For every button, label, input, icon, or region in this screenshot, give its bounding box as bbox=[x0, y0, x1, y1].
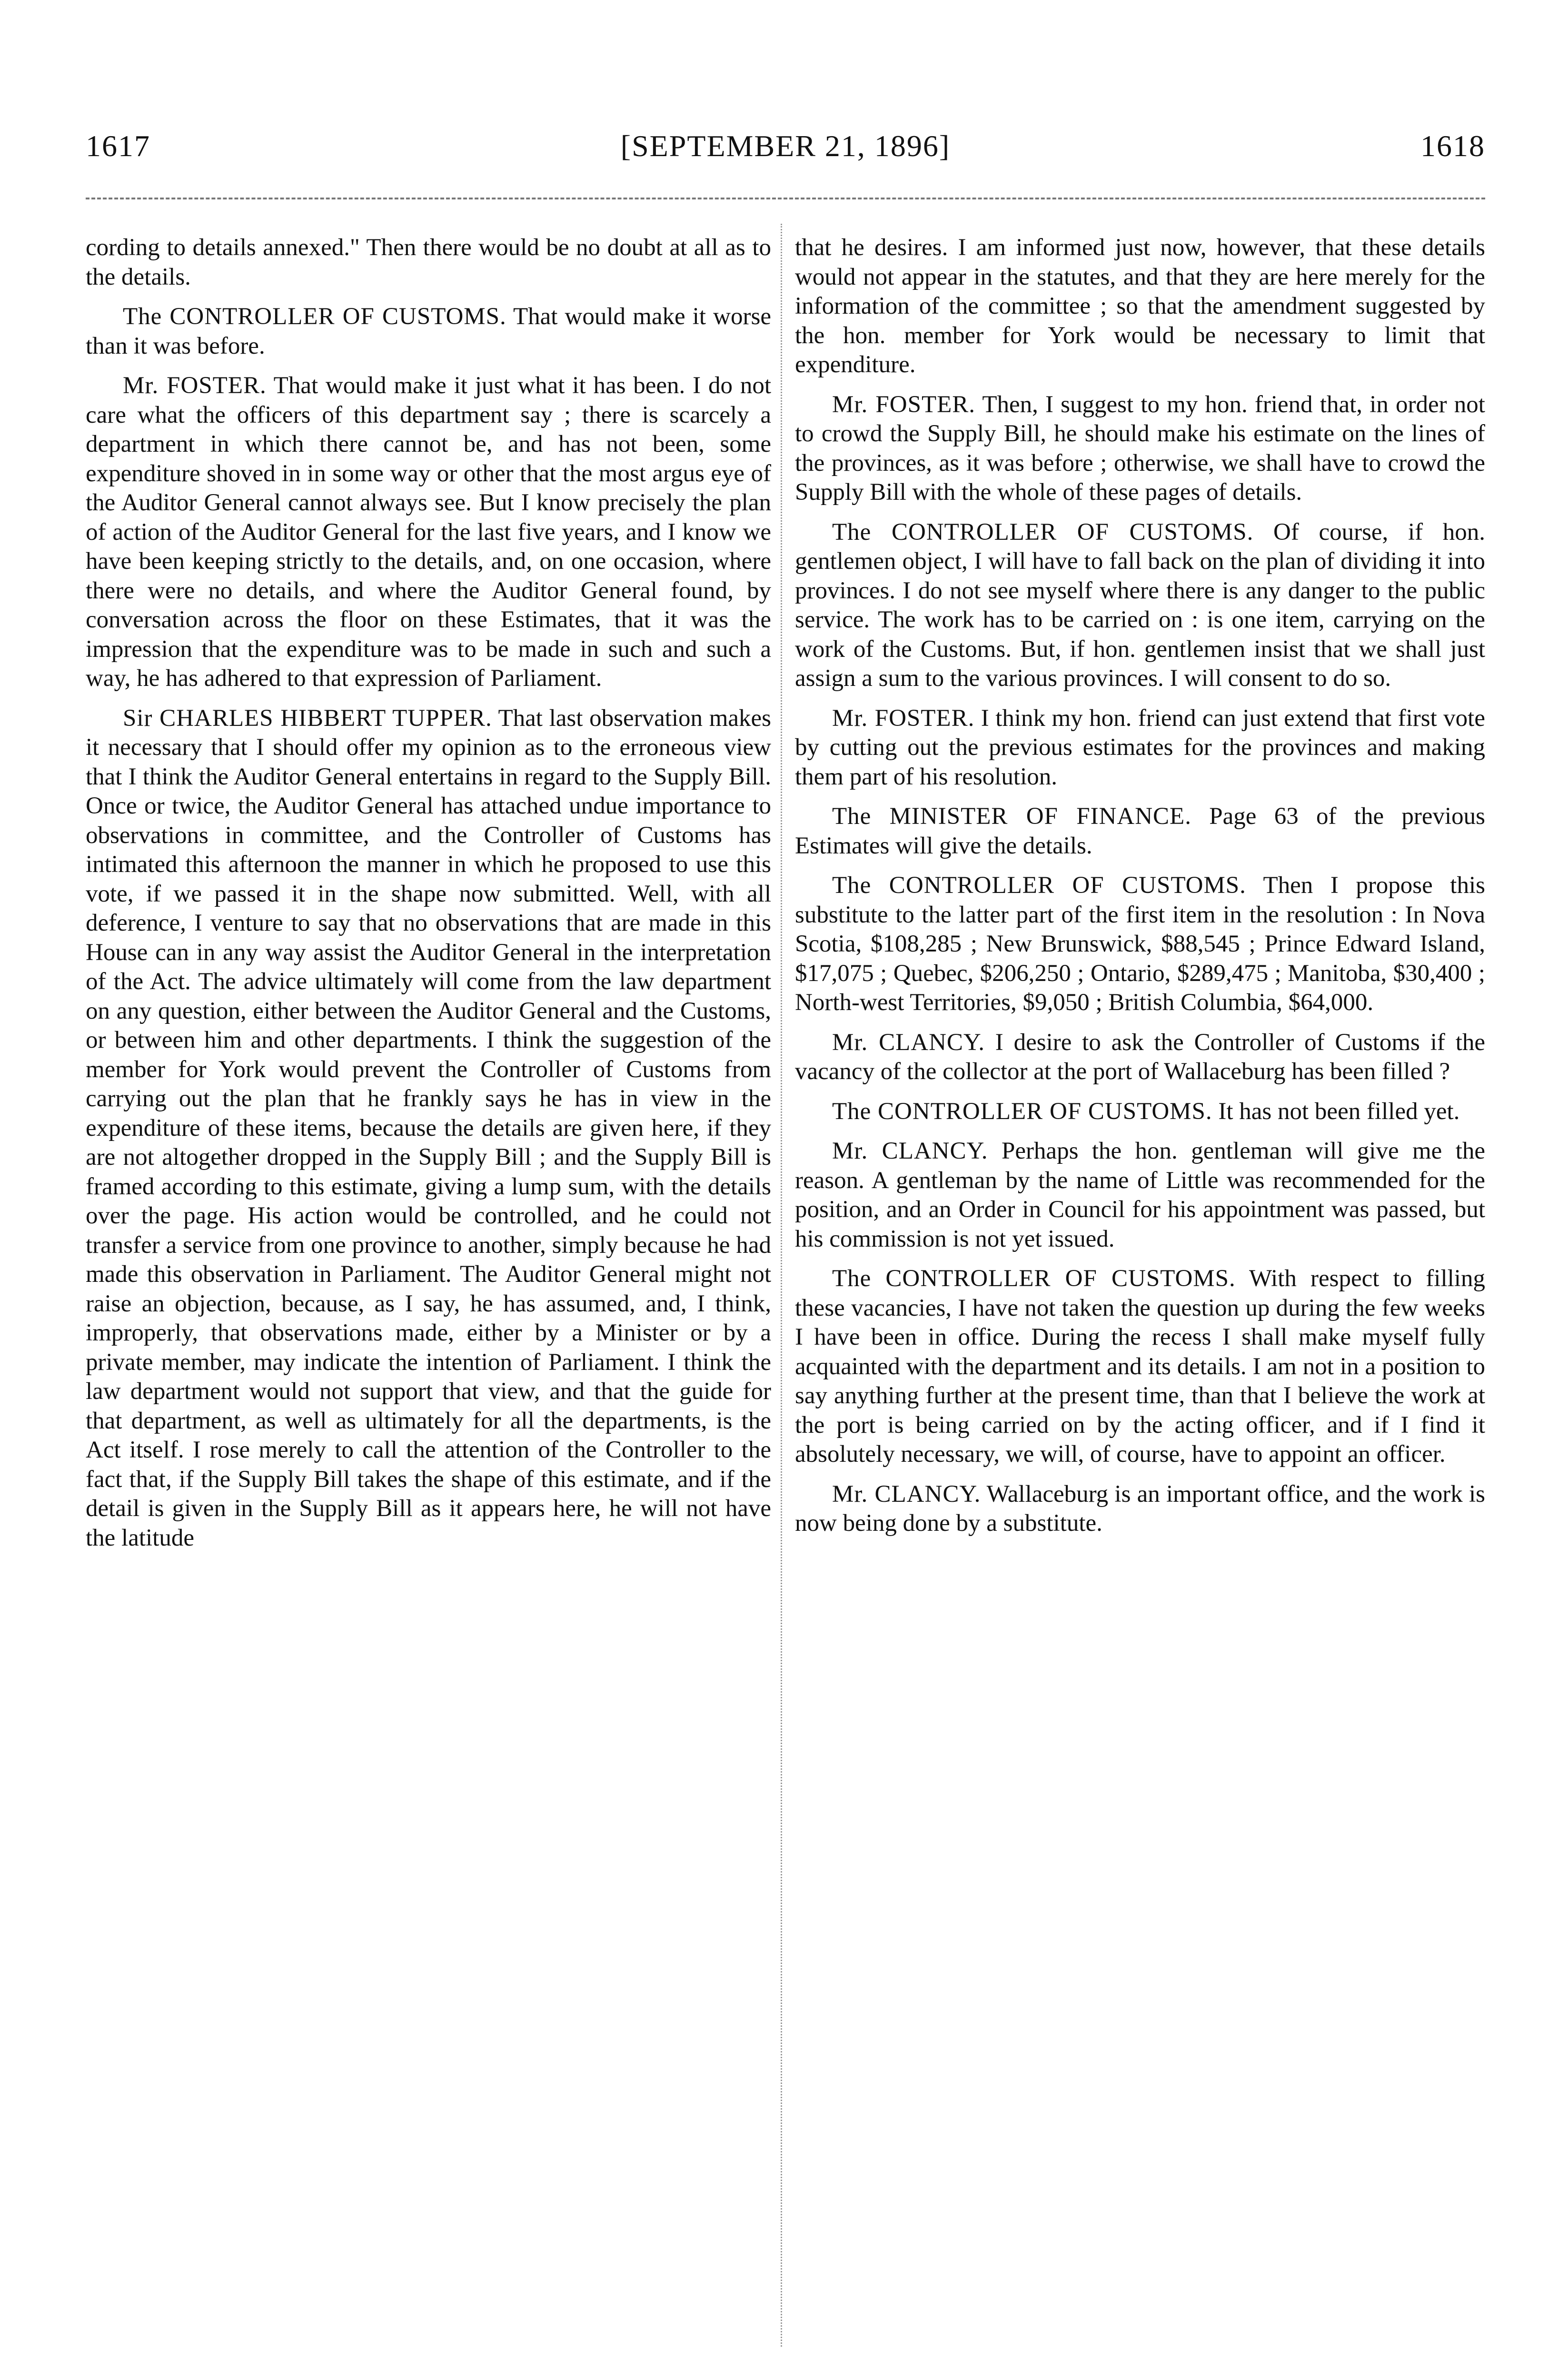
paragraph bbox=[86, 302, 771, 361]
paragraph bbox=[795, 390, 1485, 507]
page-number-right: 1618 bbox=[1420, 129, 1485, 163]
speaker-name: Mr. FOSTER. bbox=[832, 704, 975, 732]
paragraph-text: Of course, if hon. gentlemen object, I will have to fall back on the plan of dividing it into provinces. I do not see myself where there is any danger to the public service. The work has to be carried on : is one item, carrying on the work of the Customs. But, if hon. gentlemen insist that we shall just assign a sum to the various provinces. I will consent to do so. bbox=[795, 518, 1485, 692]
paragraph-text: that he desires. I am informed just now, however, that these details would not appear in the statutes, and that they are here merely for the information of the committee ; so that the amendment suggested by the hon. member for York would be necessary to limit that expenditure. bbox=[795, 234, 1485, 378]
speaker-name: Mr. FOSTER. bbox=[832, 391, 976, 418]
paragraph bbox=[795, 1137, 1485, 1254]
page-number-left: 1617 bbox=[86, 129, 150, 163]
paragraph-text: Perhaps the hon. gentleman will give me the reason. A gentleman by the name of Little was recommended for the position, and an Order in Council for his appointment was passed, but his commission is not yet issued. bbox=[795, 1138, 1485, 1252]
speaker-name: Mr. FOSTER. bbox=[123, 372, 267, 399]
paragraph bbox=[795, 704, 1485, 792]
paragraph bbox=[795, 1097, 1485, 1127]
paragraph bbox=[86, 233, 771, 292]
paragraph-text: That last observation makes it necessary that I should offer my opinion as to the erroneous view that I think the Auditor General entertains in regard to the Supply Bill. Once or twice, the Auditor General has attached undue importance to observations in committee, and the Controller of Customs has intimated this afternoon the manner in which he proposed to use this vote, if we passed it in the shape now submitted. Well, with all deference, I venture to say that no observations that are made in this House can in any way assist the Auditor General in the interpretation of the Act. The advice ultimately will come from the law department on any question, either between the Auditor General and the Customs, or between him and other departments. I think the suggestion of the member for York would prevent the Controller of Customs from carrying out the plan that he frankly says he has in view in the expenditure of these items, because the details are given here, if they are not altogether dropped in the Supply Bill ; and the Supply Bill is framed according to this estimate, giving a lump sum, with the details over the page. His action would be controlled, and he could not transfer a service from one province to another, simply because he had made this observation in Parliament. The Auditor General might not raise an objection, because, as I say, he has assumed, and, I think, improperly, that observations made, either by a Minister or by a private member, may indicate the intention of Parliament. I think the law department would not support that view, and that the guide for that department, as well as ultimately for all the departments, is the Act itself. I rose merely to call the attention of the Controller to the fact that, if the Supply Bill takes the shape of this estimate, and if the detail is given in the Supply Bill as it appears here, he will not have the latitude bbox=[86, 704, 771, 1551]
page-date-title: [SEPTEMBER 21, 1896] bbox=[620, 129, 951, 163]
paragraph-text: I think my hon. friend can just extend that first vote by cutting out the previous estimates for the provinces and making them part of his resolution. bbox=[795, 704, 1485, 790]
paragraph bbox=[86, 704, 771, 1553]
speaker-name: The MINISTER OF FINANCE. bbox=[832, 803, 1191, 830]
paragraph-text: Page 63 of the previous Estimates will give the details. bbox=[795, 803, 1485, 859]
speaker-name: The CONTROLLER OF CUSTOMS. bbox=[832, 872, 1246, 899]
paragraph bbox=[795, 871, 1485, 1018]
speaker-name: Mr. CLANCY. bbox=[832, 1480, 981, 1507]
right-column bbox=[795, 233, 1485, 2351]
paragraph-text: cording to details annexed." Then there would be no doubt at all as to the details. bbox=[86, 234, 771, 290]
page-header bbox=[86, 109, 1485, 181]
speaker-name: Sir CHARLES HIBBERT TUPPER. bbox=[123, 704, 492, 732]
paragraph-text: It has not been filled yet. bbox=[1218, 1098, 1460, 1125]
paragraph bbox=[795, 1264, 1485, 1469]
paragraph-text: Then I propose this substitute to the latter part of the first item in the resolution : In Nova Scotia, $108,285 ; New Brunswick, $88,545 ; Prince Edward Island, $17,075 ; Quebec, $206,250 ; Ontario, $289,475 ; Manitoba, $30,400 ; North-west Territories, $9,050 ; British Columbia, $64,000. bbox=[795, 872, 1485, 1016]
speaker-name: The CONTROLLER OF CUSTOMS. bbox=[123, 303, 506, 330]
header-rule bbox=[86, 198, 1485, 199]
paragraph bbox=[795, 802, 1485, 861]
paragraph bbox=[795, 1028, 1485, 1087]
paragraph-text: With respect to filling these vacancies, I have not taken the question up during the few weeks I have been in office. During the recess I shall make myself fully acquainted with the department and its details. I am not in a position to say anything further at the present time, than that I believe the work at the port is being carried on by the acting officer, and if I find it absolutely necessary, we will, of course, have to appoint an officer. bbox=[795, 1265, 1485, 1468]
paragraph-text: That would make it just what it has been. I do not care what the officers of this department say ; there is scarcely a department in which there cannot be, and has not been, some expenditure shoved in in some way or other that the most argus eye of the Auditor General cannot always see. But I know precisely the plan of action of the Auditor General for the last five years, and I know we have been keeping strictly to the details, and, on one occasion, where there were no details, and where the Auditor General found, by conversation across the floor on these Estimates, that it was the impression that the expenditure was to be made in such and such a way, he has adhered to that expression of Parliament. bbox=[86, 372, 771, 692]
paragraph bbox=[795, 518, 1485, 694]
speaker-name: Mr. CLANCY. bbox=[832, 1138, 988, 1164]
paragraph bbox=[795, 1480, 1485, 1538]
column-divider bbox=[781, 224, 782, 2347]
paragraph bbox=[86, 371, 771, 694]
paragraph-text: Then, I suggest to my hon. friend that, in order not to crowd the Supply Bill, he should make his estimate on the lines of the provinces, as it was before ; otherwise, we shall have to crowd the Supply Bill with the whole of these pages of details. bbox=[795, 391, 1485, 506]
paragraph-text: Wallaceburg is an important office, and the work is now being done by a substitute. bbox=[795, 1480, 1485, 1537]
paragraph-text: I desire to ask the Controller of Customs if the vacancy of the collector at the port of Wallaceburg has been filled ? bbox=[795, 1029, 1485, 1085]
left-column bbox=[86, 233, 771, 2351]
speaker-name: The CONTROLLER OF CUSTOMS. bbox=[832, 1098, 1212, 1125]
paragraph-text: That would make it worse than it was before. bbox=[86, 303, 771, 359]
paragraph bbox=[795, 233, 1485, 380]
speaker-name: The CONTROLLER OF CUSTOMS. bbox=[832, 518, 1254, 545]
speaker-name: Mr. CLANCY. bbox=[832, 1029, 985, 1056]
speaker-name: The CONTROLLER OF CUSTOMS. bbox=[832, 1265, 1236, 1292]
